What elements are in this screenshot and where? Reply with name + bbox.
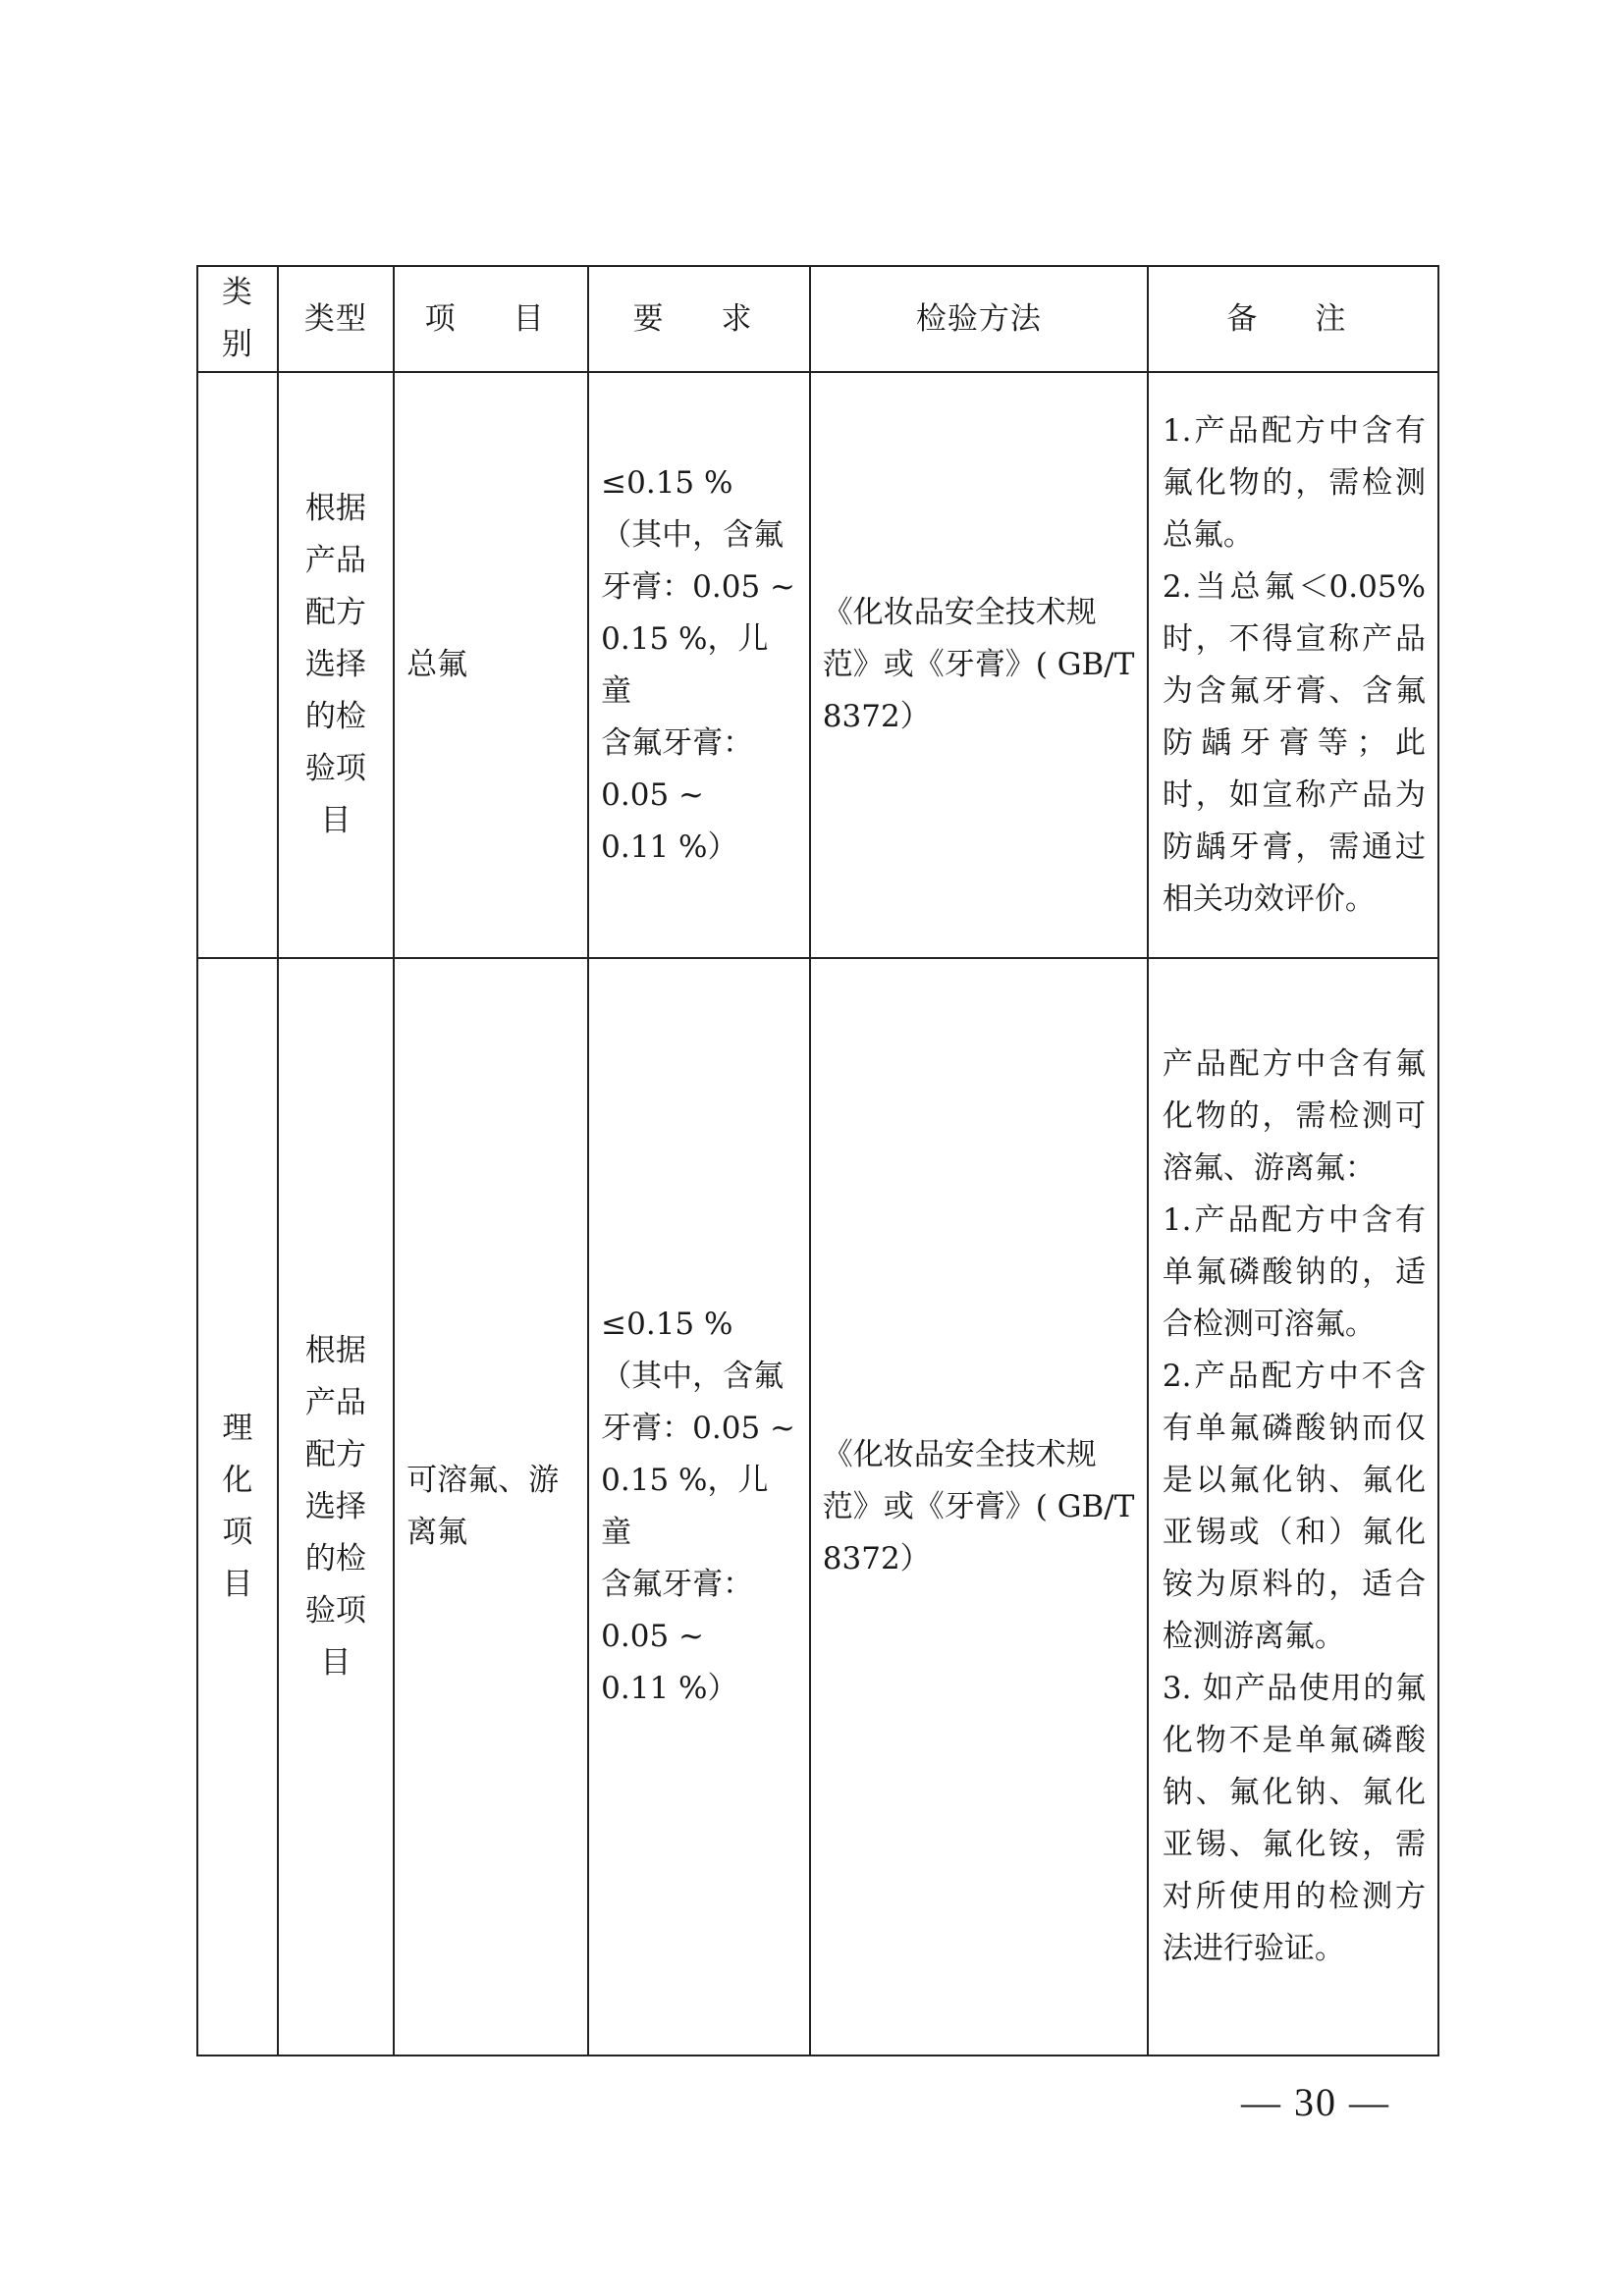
cell-category: 理化 项目: [197, 958, 278, 2056]
cell-item: 可溶氟、游 离氟: [394, 958, 588, 2056]
table-header-row: [197, 266, 1438, 372]
header-type: 类型: [278, 266, 394, 372]
table-row: [197, 372, 1438, 958]
cell-category: [197, 372, 278, 958]
cell-type: 根据 产品 配方 选择 的检 验项 目: [278, 372, 394, 958]
cell-requirement: ≤0.15 % （其中，含氟 牙膏：0.05 ~ 0.15 %，儿童 含氟牙膏： 0.05 ~ 0.11 %）: [588, 958, 810, 2056]
cell-method: 《化妆品安全技术规 范》或《牙膏》( GB/T 8372）: [810, 372, 1148, 958]
cell-note: 产品配方中含有氟化物的，需检测可溶氟、游离氟： 1.产品配方中含有单氟磷酸钠的，适合检测可溶氟。 2.产品配方中不含有单氟磷酸钠而仅是以氟化钠、氟化亚锡或（和）氟化铵为原料的，适合检测游离氟。 3. 如产品使用的氟化物不是单氟磷酸钠、氟化钠、氟化亚锡、氟化铵，需对所使用的检测方法进行验证。: [1148, 958, 1438, 2056]
header-item: 项 目: [394, 266, 588, 372]
header-category: 类别: [197, 266, 278, 372]
header-note: 备 注: [1148, 266, 1438, 372]
page-number: — 30 —: [1241, 2080, 1390, 2124]
cell-type: 根据 产品 配方 选择 的检 验项 目: [278, 958, 394, 2056]
header-method: 检验方法: [810, 266, 1148, 372]
cell-method: 《化妆品安全技术规 范》或《牙膏》( GB/T 8372）: [810, 958, 1148, 2056]
cell-requirement: ≤0.15 % （其中，含氟 牙膏：0.05 ~ 0.15 %，儿童 含氟牙膏： 0.05 ~ 0.11 %）: [588, 372, 810, 958]
cell-note: 1.产品配方中含有氟化物的，需检测总氟。 2.当总氟＜0.05%时，不得宣称产品为含氟牙膏、含氟防龋牙膏等；此时，如宣称产品为防龋牙膏，需通过相关功效评价。: [1148, 372, 1438, 958]
table-row: [197, 958, 1438, 2056]
header-requirement: 要 求: [588, 266, 810, 372]
cell-item: 总氟: [394, 372, 588, 958]
specification-table: [196, 265, 1439, 2056]
